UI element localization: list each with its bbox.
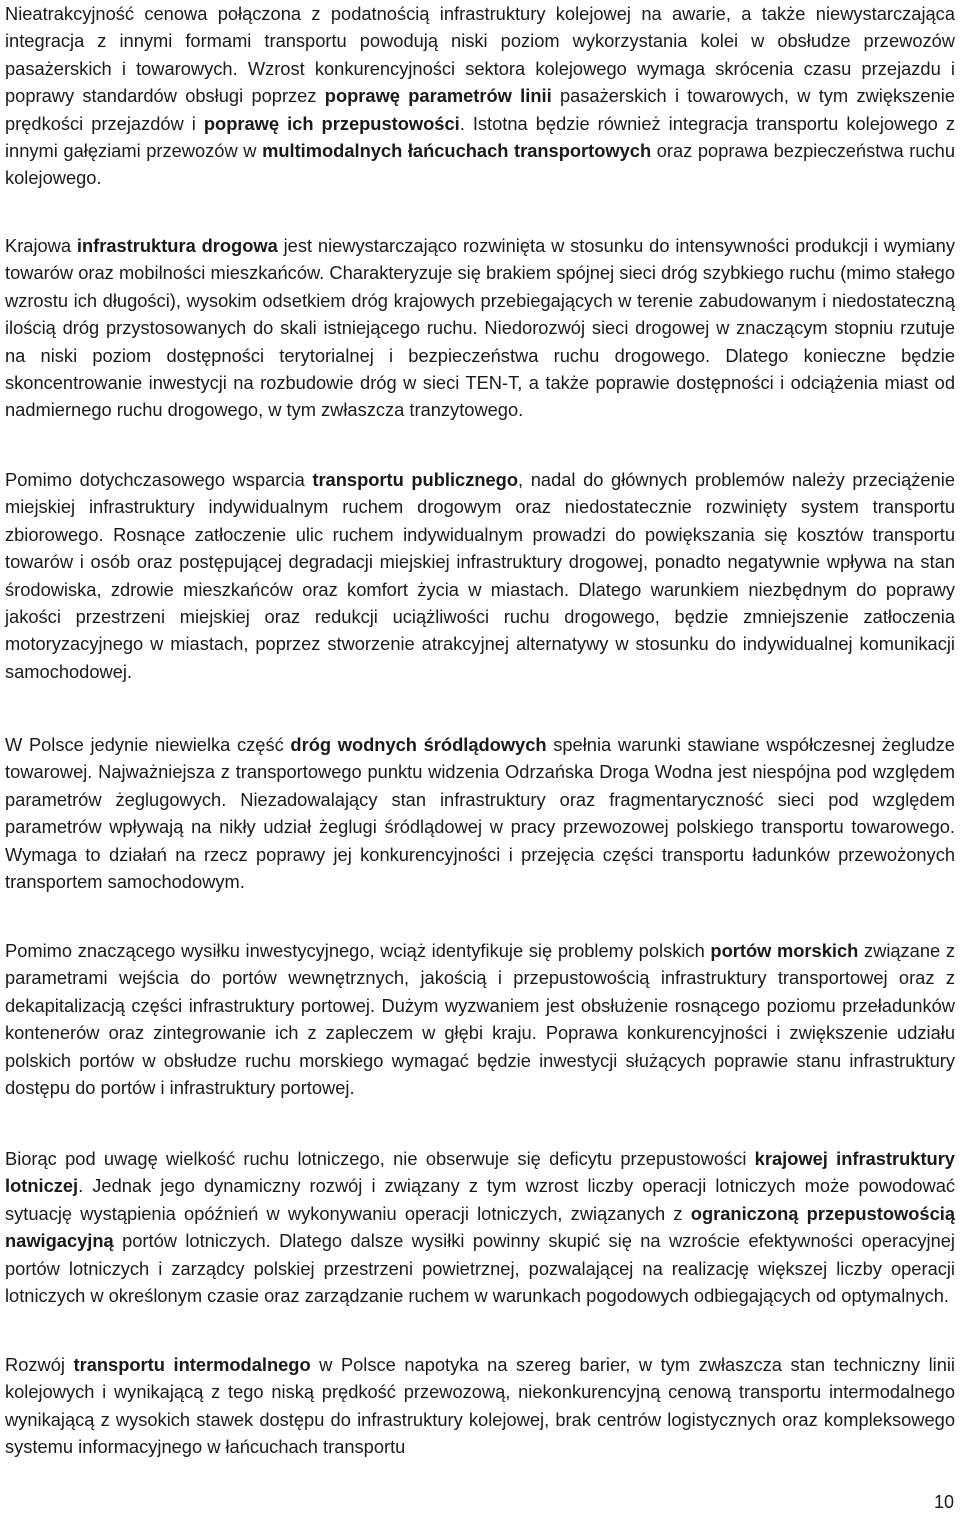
bold-text-run: multimodalnych łańcuchach transportowych [262,140,652,162]
text-run: pasażerskich i towarowych, w tym zwiększenie prędkości przejazdów i [5,85,955,134]
text-run: związane z parametrami wejścia do portów wewnętrznych, jakością i przepustowością infrastruktury transportowej oraz z dekapitalizacją części infrastruktury portowej. Dużym wyzwaniem jest obsłużenie rosnącego poziomu przeładunków kontenerów oraz zintegrowanie ich z zapleczem w głębi kraju. Poprawa konkurencyjności i zwiększenie udziału polskich portów w obsłudze ruchu morskiego wymagać będzie inwestycji służących poprawie stanu infrastruktury dostępu do portów i infrastruktury portowej. [5,940,955,1099]
bold-text-run: infrastruktura drogowa [76,235,278,256]
text-run: spełnia warunki stawiane współczesnej żegludze towarowej. Najważniejsza z transportowego punktu widzenia Odrzańska Droga Wodna jest niespójna pod względem parametrów żeglugowych. Niezadowalający stan infrastruktury oraz fragmentaryczność sieci pod względem parametrów wpływają na nikły udział żeglugi śródlądowej w pracy przewozowej polskiego transportu towarowego. Wymaga to działań na rzecz poprawy jej konkurencyjności i przejęcia części transportu ładunków przewożonych transportem samochodowym. [5,734,955,893]
paragraph-rail-transport [5,0,955,192]
paragraph-seaports [5,937,955,1101]
bold-text-run: transportu publicznego [312,469,519,490]
bold-text-run: dróg wodnych śródlądowych [290,734,547,755]
bold-text-run: poprawę ich przepustowości [203,112,460,134]
paragraph-aviation [5,1145,955,1309]
text-run: Pomimo dotychczasowego wsparcia [5,469,313,490]
text-run: Pomimo znaczącego wysiłku inwestycyjnego, wciąż identyfikuje się problemy polskich [5,940,711,961]
text-run: Biorąc pod uwagę wielkość ruchu lotniczego, nie obserwuje się deficytu przepustowości [5,1148,755,1169]
text-run: Krajowa [5,235,77,256]
text-run: Nieatrakcyjność cenowa połączona z podatnością infrastruktury kolejowej na awarie, a także niewystarczająca integracja z innymi formami transportu powodują niski poziom wykorzystania kolei w obsłudze przewozów pasażerskich i towarowych. Wzrost konkurencyjności sektora kolejowego wymaga skrócenia czasu przejazdu i poprawy standardów obsługi poprzez [5,3,955,107]
text-run: W Polsce jedynie niewielka część [5,734,291,755]
paragraph-public-transport [5,466,955,685]
text-run: . Istotna będzie również integracja transportu kolejowego z innymi gałęziami przewozów w [5,112,955,162]
text-run: portów lotniczych. Dlatego dalsze wysiłki powinny skupić się na wzroście efektywności operacyjnej portów lotniczych i zarządcy polskiej przestrzeni powietrznej, pozwalającej na realizację większej liczby operacji lotniczych w określonym czasie oraz zarządzanie ruchem w warunkach pogodowych odbiegających od optymalnych. [5,1230,955,1307]
paragraph-intermodal-transport [5,1351,955,1461]
paragraph-road-infrastructure [5,232,955,424]
text-run: jest niewystarczająco rozwinięta w stosunku do intensywności produkcji i wymiany towarów oraz mobilności mieszkańców. Charakteryzuje się brakiem spójnej sieci dróg szybkiego ruchu (mimo stałego wzrostu ich długości), wysokim odsetkiem dróg krajowych przebiegających w terenie zabudowanym i niedostateczną ilością dróg przystosowanych do skali istniejącego ruchu. Niedorozwój sieci drogowej w znaczącym stopniu rzutuje na niski poziom dostępności terytorialnej i bezpieczeństwa ruchu drogowego. Dlatego konieczne będzie skoncentrowanie inwestycji na rozbudowie dróg w sieci TEN-T, a także poprawie dostępności i odciążenia miast od nadmiernego ruchu drogowego, w tym zwłaszcza tranzytowego. [5,235,955,421]
page-number: 10 [933,1492,954,1512]
bold-text-run: portów morskich [710,940,859,961]
text-run: oraz poprawa bezpieczeństwa ruchu kolejowego. [5,140,956,189]
bold-text-run: krajowej infrastruktury lotniczej [5,1148,955,1197]
text-run: . Jednak jego dynamiczny rozwój i związany z tym wzrost liczby operacji lotniczych może powodować sytuację wystąpienia opóźnień w wykonywaniu operacji lotniczych, związanych z [5,1175,955,1224]
text-run: w Polsce napotyka na szereg barier, w tym zwłaszcza stan techniczny linii kolejowych i wynikającą z tego niską prędkość przewozową, niekonkurencyjną cenową transportu intermodalnego wynikającą z wysokich stawek dostępu do infrastruktury kolejowej, brak centrów logistycznych oraz kompleksowego systemu informacyjnego w łańcuchach transportu [5,1354,955,1458]
bold-text-run: ograniczoną przepustowością nawigacyjną [5,1202,955,1252]
bold-text-run: poprawę parametrów linii [324,85,552,107]
bold-text-run: transportu intermodalnego [73,1354,311,1375]
text-run: Rozwój [5,1354,74,1375]
paragraph-inland-waterways [5,731,955,895]
text-run: , nadal do głównych problemów należy przeciążenie miejskiej infrastruktury indywidualnym ruchem drogowym oraz niedostatecznie rozwinięty system transportu zbiorowego. Rosnące zatłoczenie ulic ruchem indywidualnym prowadzi do powiększania się kosztów transportu towarów i osób oraz postępującej degradacji miejskiej infrastruktury drogowej, ponadto negatywnie wpływa na stan środowiska, zdrowie mieszkańców oraz komfort życia w miastach. Dlatego warunkiem niezbędnym do poprawy jakości przestrzeni miejskiej oraz redukcji uciążliwości ruchu drogowego, będzie zmniejszenie zatłoczenia motoryzacyjnego w miastach, poprzez stworzenie atrakcyjnej alternatywy w stosunku do indywidualnej komunikacji samochodowej. [5,469,955,682]
